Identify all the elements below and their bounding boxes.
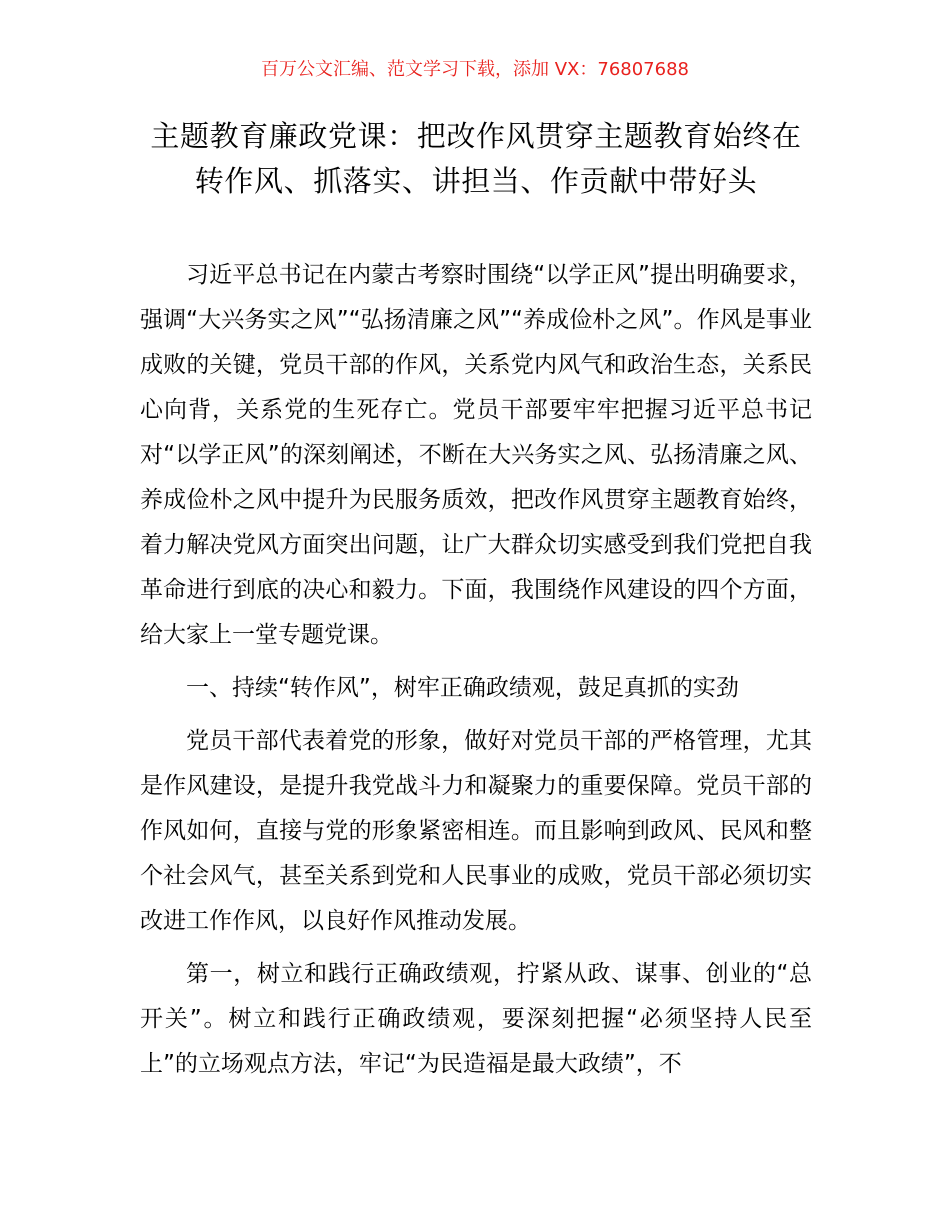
body-paragraph: 第一，树立和践行正确政绩观，拧紧从政、谋事、创业的“总开关”。树立和践行正确政绩观，要深刻把握“必须坚持人民至上”的立场观点方法，牢记“为民造福是最大政绩”，不 <box>140 961 812 1077</box>
intro-paragraph: 习近平总书记在内蒙古考察时围绕“以学正风”提出明确要求，强调“大兴务实之风”“弘扬清廉之风”“养成俭朴之风”。作风是事业成败的关键，党员干部的作风，关系党内风气和政治生态，关系民心向背，关系党的生死存亡。党员干部要牢牢把握习近平总书记对“以学正风”的深刻阐述，不断在大兴务实之风、弘扬清廉之风、养成俭朴之风中提升为民服务质效，把改作风贯穿主题教育始终，着力解决党风方面突出问题，让广大群众切实感受到我们党把自我革命进行到底的决心和毅力。下面，我围绕作风建设的四个方面，给大家上一堂专题党课。 <box>140 262 812 648</box>
header-watermark-note: 百万公文汇编、范文学习下载，添加 VX：76807688 <box>261 59 689 80</box>
document-body <box>140 253 812 1095</box>
body-paragraph: 党员干部代表着党的形象，做好对党员干部的严格管理，尤其是作风建设，是提升我党战斗力和凝聚力的重要保障。党员干部的作风如何，直接与党的形象紧密相连。而且影响到政风、民风和整个社会风气，甚至关系到党和人民事业的成败，党员干部必须切实改进工作作风，以良好作风推动发展。 <box>140 728 812 934</box>
page-title: 主题教育廉政党课：把改作风贯穿主题教育始终在转作风、抓落实、讲担当、作贡献中带好头 <box>150 119 802 198</box>
section-heading: 一、持续“转作风”，树牢正确政绩观，鼓足真抓的实劲 <box>186 675 739 701</box>
